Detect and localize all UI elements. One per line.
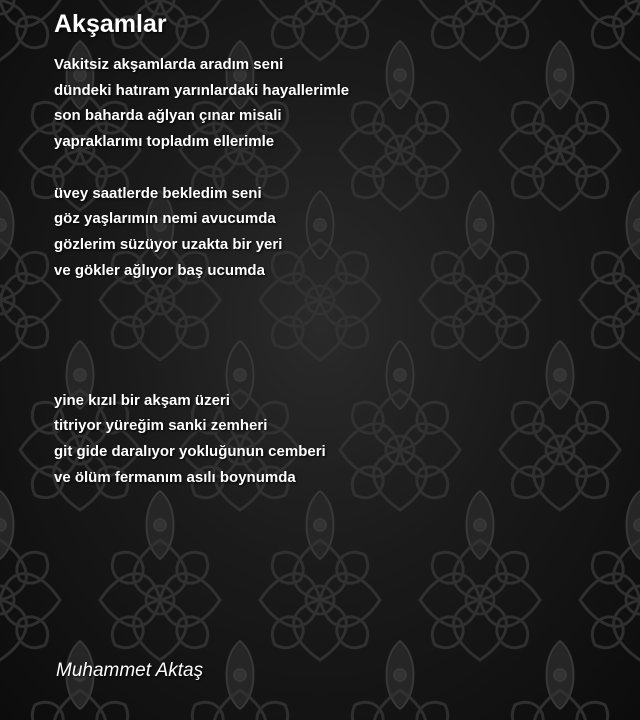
poem-line: üvey saatlerde bekledim seni	[54, 184, 262, 202]
damask-motif	[0, 540, 60, 660]
poem-author: Muhammet Aktaş	[56, 660, 204, 681]
stanza-spacer	[54, 284, 614, 388]
damask-motif	[580, 0, 640, 60]
damask-motif	[420, 0, 540, 60]
poem-line: yapraklarımı topladım ellerimle	[54, 133, 275, 151]
poem-line: ve gökler ağlıyor baş ucumda	[54, 261, 265, 279]
damask-motif	[260, 0, 380, 60]
poem-line: gözlerim süzüyor uzakta bir yeri	[54, 236, 283, 254]
poem-line: Vakitsiz akşamlarda aradım seni	[54, 56, 284, 73]
poem-line: git gide daralıyor yokluğunun cemberi	[54, 442, 326, 460]
poem-line: son baharda ağlyan çınar misali	[54, 107, 282, 125]
damask-motif	[0, 240, 60, 360]
stanza-spacer	[54, 155, 614, 181]
poem-body	[54, 52, 614, 490]
damask-motif	[0, 0, 60, 60]
stanza-2	[54, 181, 614, 284]
poem-line: titriyor yüreğim sanki zemheri	[54, 417, 268, 435]
poem-line: göz yaşlarımın nemi avucumda	[54, 210, 276, 228]
stanza-1	[54, 52, 614, 155]
damask-motif	[580, 540, 640, 660]
poem-line: yine kızıl bir akşam üzeri	[54, 391, 230, 409]
poem-line: dündeki hatıram yarınlardaki hayallerimle	[54, 81, 350, 99]
poem-title: Akşamlar	[54, 10, 167, 38]
stanza-3	[54, 388, 614, 491]
poem-line: ve ölüm fermanım asılı boynumda	[54, 468, 296, 486]
